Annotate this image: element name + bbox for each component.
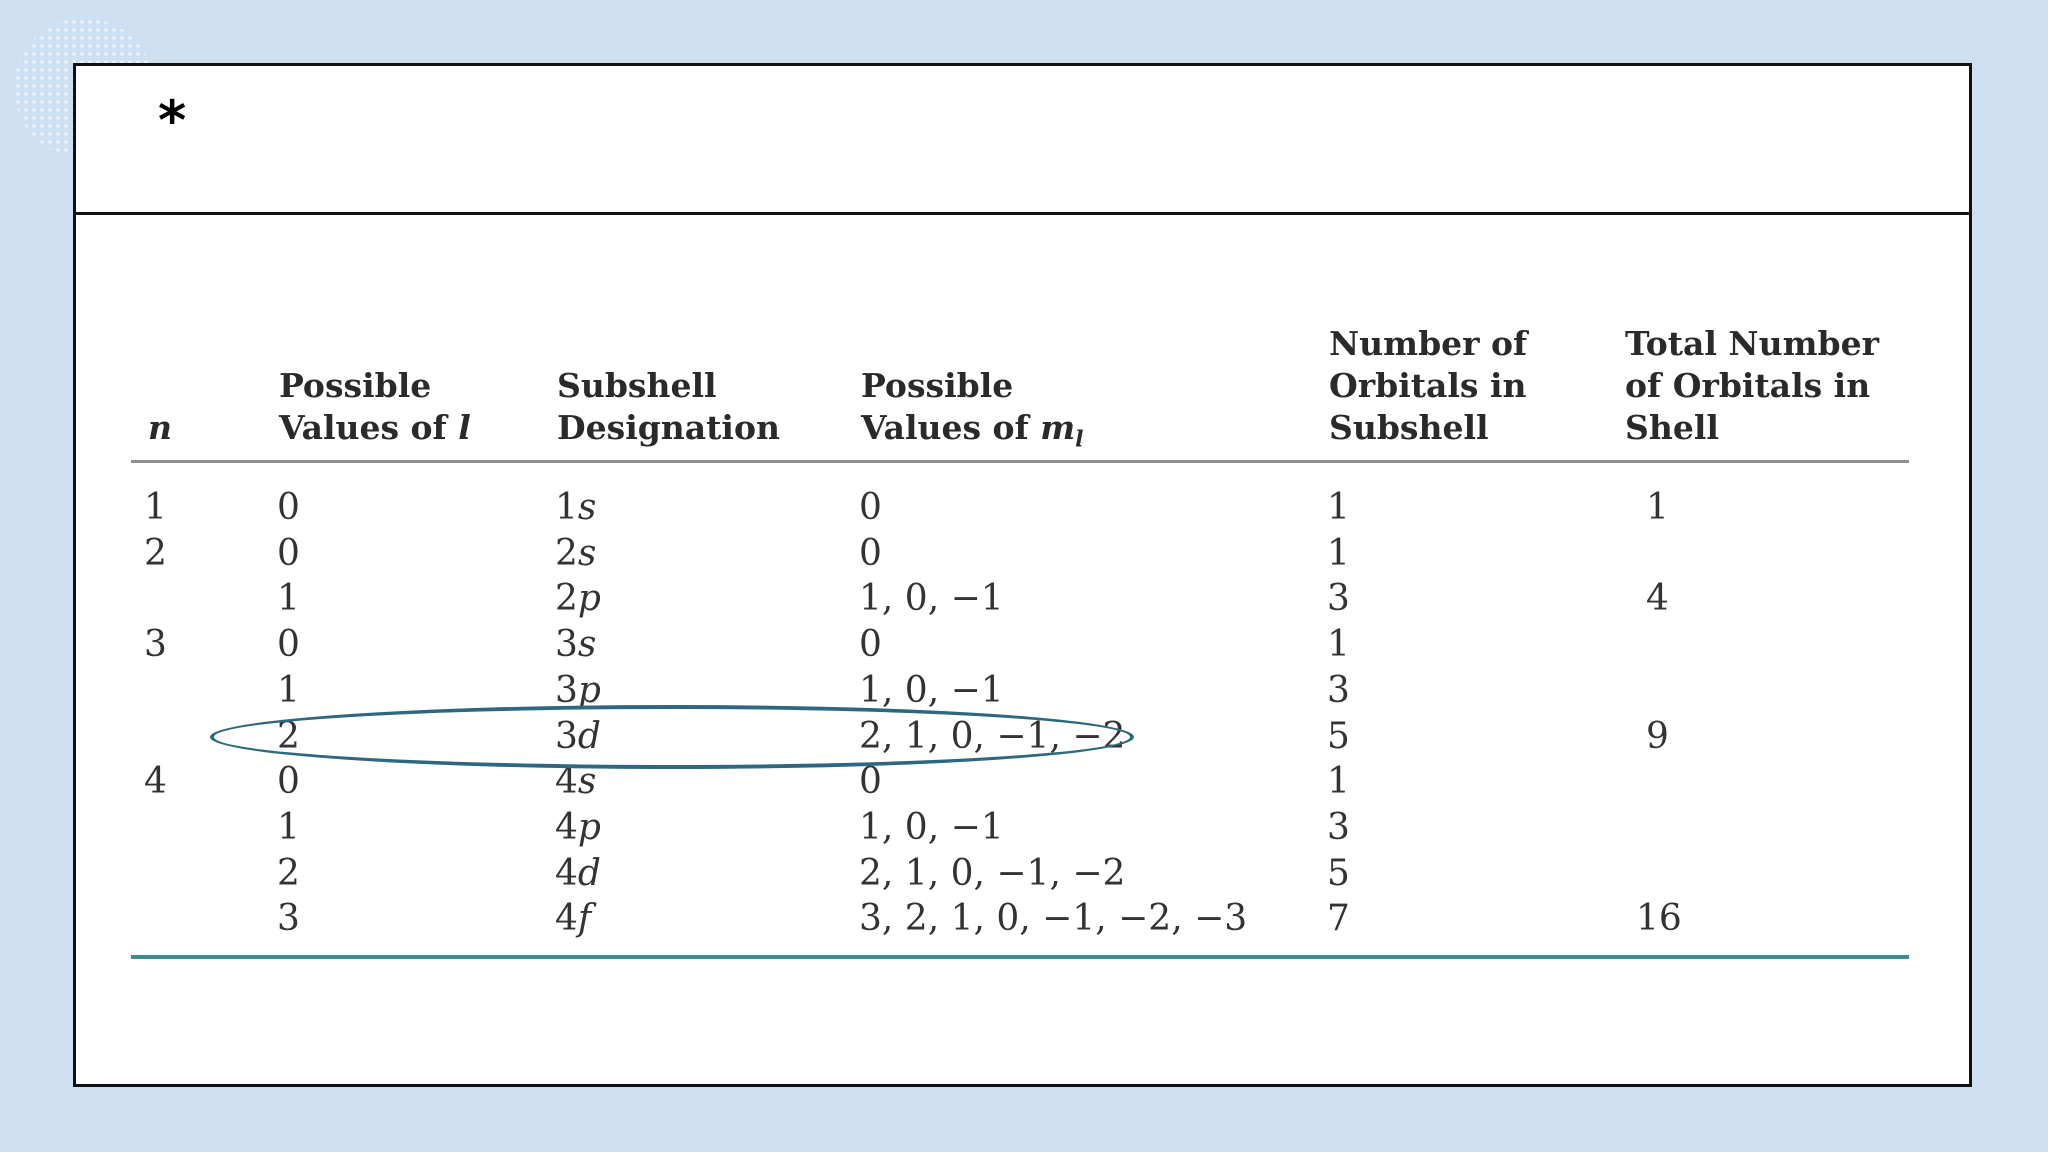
cell-ml: 0	[859, 532, 882, 574]
cell-n: 2	[144, 532, 167, 574]
subshell-number: 4	[555, 806, 578, 848]
cell-ml: 2, 1, 0, −1, −2	[859, 852, 1126, 894]
cell-ml: 0	[859, 761, 882, 803]
subshell-letter: f	[577, 898, 592, 940]
subshell-letter: d	[577, 715, 601, 757]
header-rule	[131, 460, 1909, 463]
subshell-number: 1	[555, 487, 578, 528]
subshell-letter: p	[577, 578, 601, 620]
cell-orbitals: 5	[1327, 715, 1350, 757]
subshell-number: 4	[555, 761, 578, 803]
header-l-line2: Values of l	[279, 408, 471, 447]
cell-l: 0	[277, 761, 300, 803]
subshell-number: 4	[555, 852, 578, 894]
title-asterisk: *	[158, 89, 187, 152]
cell-l: 1	[277, 669, 300, 711]
cell-subshell	[555, 622, 596, 668]
header-possible-ml: Possible Values of $m_l$	[861, 366, 1084, 453]
subshell-letter: p	[577, 806, 601, 848]
cell-total: 1	[1646, 487, 1669, 528]
cell-ml: 1, 0, −1	[859, 578, 1004, 620]
cell-orbitals: 3	[1327, 806, 1350, 848]
cell-ml: 0	[859, 624, 882, 666]
subshell-letter: s	[577, 624, 597, 666]
orbital-table	[76, 66, 1969, 1084]
subshell-letter: p	[577, 669, 601, 711]
subshell-letter: s	[577, 487, 597, 528]
highlight-ellipse	[210, 705, 1134, 769]
subshell-number: 3	[555, 669, 578, 711]
cell-orbitals: 1	[1327, 487, 1350, 528]
cell-ml: 2, 1, 0, −1, −2	[859, 715, 1126, 757]
cell-l: 3	[277, 898, 300, 940]
slide	[73, 63, 1972, 1087]
subshell-number: 2	[555, 578, 578, 620]
cell-subshell	[555, 576, 601, 622]
subshell-letter: s	[577, 532, 597, 574]
cell-l: 2	[277, 715, 300, 757]
cell-subshell	[555, 896, 591, 942]
cell-l: 0	[277, 624, 300, 666]
cell-subshell	[555, 485, 596, 531]
subshell-number: 3	[555, 624, 578, 666]
cell-total: 16	[1636, 898, 1682, 940]
cell-ml: 3, 2, 1, 0, −1, −2, −3	[859, 898, 1248, 940]
header-subshell: Subshell Designation	[557, 366, 780, 447]
cell-l: 2	[277, 852, 300, 894]
cell-ml: 1, 0, −1	[859, 806, 1004, 848]
cell-n: 3	[144, 624, 167, 666]
header-total-orbitals: Total Number of Orbitals in Shell	[1625, 324, 1879, 447]
cell-l: 1	[277, 578, 300, 620]
cell-l: 0	[277, 487, 300, 528]
subshell-number: 4	[555, 898, 578, 940]
cell-orbitals: 1	[1327, 532, 1350, 574]
cell-subshell	[555, 531, 596, 577]
cell-subshell	[555, 851, 601, 897]
cell-n: 1	[144, 487, 167, 528]
cell-total: 9	[1646, 715, 1669, 757]
subshell-number: 2	[555, 532, 578, 574]
cell-l: 1	[277, 806, 300, 848]
header-number-orbitals: Number of Orbitals in Subshell	[1329, 324, 1528, 447]
cell-orbitals: 1	[1327, 624, 1350, 666]
header-n: n	[148, 408, 172, 447]
subshell-letter: s	[577, 761, 597, 803]
cell-orbitals: 5	[1327, 852, 1350, 894]
cell-orbitals: 3	[1327, 578, 1350, 620]
cell-orbitals: 1	[1327, 761, 1350, 803]
cell-l: 0	[277, 532, 300, 574]
cell-total: 4	[1646, 578, 1669, 620]
cell-orbitals: 7	[1327, 898, 1350, 940]
cell-n: 4	[144, 761, 167, 803]
cell-orbitals: 3	[1327, 669, 1350, 711]
subshell-letter: d	[577, 852, 601, 894]
cell-ml: 0	[859, 487, 882, 528]
bottom-rule	[131, 955, 1909, 959]
header-possible-l: Possible Values of l	[279, 366, 471, 447]
cell-subshell	[555, 805, 601, 851]
cell-ml: 1, 0, −1	[859, 669, 1004, 711]
subshell-number: 3	[555, 715, 578, 757]
